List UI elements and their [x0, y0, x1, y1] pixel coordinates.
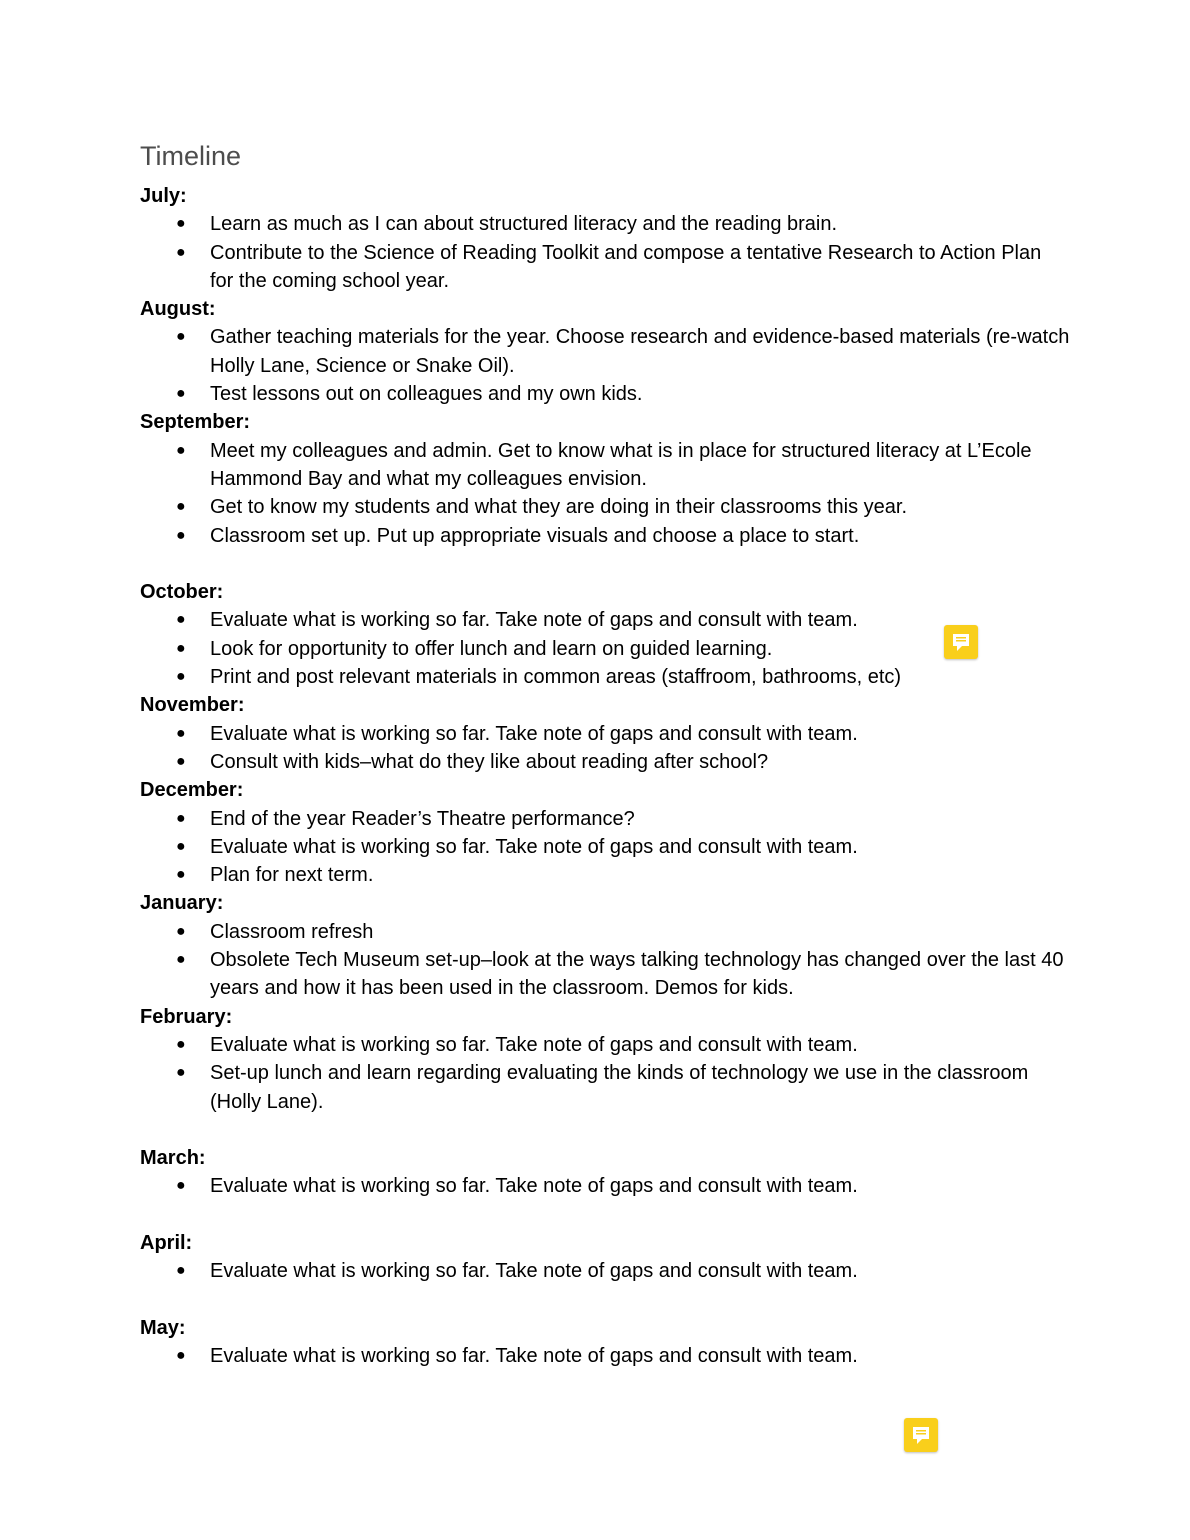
- list-item: [140, 663, 1070, 691]
- list-item: [140, 748, 1070, 776]
- bullet-icon: ●: [176, 215, 186, 233]
- list-item: [140, 1031, 1070, 1059]
- bullet-icon: ●: [176, 441, 186, 459]
- bullet-icon: ●: [176, 809, 186, 827]
- bullet-list: [140, 323, 1070, 408]
- bullet-list: [140, 606, 1070, 691]
- bullet-list: [140, 1172, 1070, 1200]
- bullet-list: [140, 720, 1070, 777]
- bullet-list: [140, 210, 1070, 295]
- list-item-text: Evaluate what is working so far. Take note of gaps and consult with team.: [210, 835, 858, 858]
- month-label: April:: [140, 1231, 193, 1254]
- bullet-list: [140, 1257, 1070, 1285]
- timeline: [140, 182, 1070, 1370]
- month-label: November:: [140, 694, 245, 717]
- bullet-icon: ●: [176, 1262, 186, 1280]
- list-item-text: Set-up lunch and learn regarding evaluating the kinds of technology we use in the classroom (Holly Lane).: [210, 1062, 1029, 1113]
- bullet-icon: ●: [176, 1064, 186, 1082]
- bullet-list: [140, 918, 1070, 1003]
- month-section: [140, 295, 1070, 408]
- month-section: [140, 1003, 1070, 1116]
- list-item-text: Meet my colleagues and admin. Get to know what is in place for structured literacy at L’Ecole Hammond Bay and what my colleagues envision.: [210, 439, 1032, 490]
- list-item-text: Classroom set up. Put up appropriate visuals and choose a place to start.: [210, 524, 860, 547]
- list-item: [140, 1342, 1070, 1370]
- list-item-text: Consult with kids–what do they like about reading after school?: [210, 750, 769, 773]
- month-label: July:: [140, 185, 187, 207]
- bullet-icon: ●: [176, 243, 186, 261]
- list-item: [140, 1257, 1070, 1285]
- list-item: [140, 805, 1070, 833]
- bullet-icon: ●: [176, 1177, 186, 1195]
- comment-icon[interactable]: [904, 1418, 938, 1452]
- list-item-text: Classroom refresh: [210, 920, 374, 943]
- list-item-text: Evaluate what is working so far. Take note of gaps and consult with team.: [210, 609, 858, 632]
- list-item-text: Learn as much as I can about structured literacy and the reading brain.: [210, 213, 838, 236]
- list-item: [140, 239, 1070, 296]
- list-item-text: Gather teaching materials for the year. Choose research and evidence-based materials (re-watch Holly Lane, Science or Snake Oil).: [210, 326, 1070, 377]
- bullet-icon: ●: [176, 668, 186, 686]
- bullet-icon: ●: [176, 639, 186, 657]
- bullet-icon: ●: [176, 724, 186, 742]
- bullet-icon: ●: [176, 611, 186, 629]
- list-item: [140, 861, 1070, 889]
- list-item: [140, 606, 1070, 634]
- month-label: October:: [140, 581, 224, 604]
- list-item: [140, 1059, 1070, 1116]
- bullet-icon: ●: [176, 1035, 186, 1053]
- month-section: [140, 578, 1070, 691]
- list-item-text: Evaluate what is working so far. Take note of gaps and consult with team.: [210, 1260, 858, 1283]
- month-section: [140, 691, 1070, 776]
- document-title: Timeline: [140, 141, 242, 171]
- list-item-text: Evaluate what is working so far. Take note of gaps and consult with team.: [210, 1175, 858, 1198]
- list-item: [140, 720, 1070, 748]
- month-section: [140, 889, 1070, 1002]
- list-item-text: Print and post relevant materials in common areas (staffroom, bathrooms, etc): [210, 666, 902, 689]
- list-item: [140, 635, 1070, 663]
- bullet-icon: ●: [176, 498, 186, 516]
- list-item: [140, 1172, 1070, 1200]
- bullet-list: [140, 1342, 1070, 1370]
- list-item-text: Evaluate what is working so far. Take note of gaps and consult with team.: [210, 722, 858, 745]
- bullet-icon: ●: [176, 1347, 186, 1365]
- bullet-icon: ●: [176, 526, 186, 544]
- bullet-icon: ●: [176, 385, 186, 403]
- bullet-list: [140, 805, 1070, 890]
- bullet-list: [140, 1031, 1070, 1116]
- list-item: [140, 946, 1070, 1003]
- bullet-icon: ●: [176, 866, 186, 884]
- month-label: August:: [140, 298, 216, 321]
- list-item: [140, 493, 1070, 521]
- bullet-list: [140, 437, 1070, 550]
- month-section: [140, 776, 1070, 889]
- list-item-text: End of the year Reader’s Theatre performance?: [210, 807, 635, 830]
- month-section: [140, 408, 1070, 549]
- month-label: May:: [140, 1316, 186, 1339]
- month-section: [140, 1229, 1070, 1286]
- list-item-text: Look for opportunity to offer lunch and learn on guided learning.: [210, 637, 773, 660]
- month-label: December:: [140, 779, 244, 802]
- month-label: September:: [140, 411, 251, 434]
- month-label: February:: [140, 1005, 233, 1028]
- list-item-text: Get to know my students and what they are doing in their classrooms this year.: [210, 496, 908, 519]
- bullet-icon: ●: [176, 328, 186, 346]
- bullet-icon: ●: [176, 752, 186, 770]
- list-item: [140, 210, 1070, 238]
- month-section: [140, 1314, 1070, 1371]
- list-item: [140, 437, 1070, 494]
- list-item: [140, 323, 1070, 380]
- month-label: March:: [140, 1147, 206, 1170]
- month-section: [140, 182, 1070, 295]
- bullet-icon: ●: [176, 837, 186, 855]
- list-item-text: Contribute to the Science of Reading Toolkit and compose a tentative Research to Action Plan for the coming school year.: [210, 241, 1042, 292]
- list-item: [140, 380, 1070, 408]
- list-item-text: Obsolete Tech Museum set-up–look at the ways talking technology has changed over the last 40 years and how it has been used in the classroom. Demos for kids.: [210, 949, 1064, 1000]
- list-item: [140, 918, 1070, 946]
- comment-icon[interactable]: [944, 625, 978, 659]
- list-item-text: Test lessons out on colleagues and my own kids.: [210, 383, 643, 406]
- bullet-icon: ●: [176, 922, 186, 940]
- list-item-text: Evaluate what is working so far. Take note of gaps and consult with team.: [210, 1033, 858, 1056]
- month-section: [140, 1144, 1070, 1201]
- bullet-icon: ●: [176, 951, 186, 969]
- month-label: January:: [140, 892, 224, 915]
- list-item: [140, 833, 1070, 861]
- list-item-text: Evaluate what is working so far. Take note of gaps and consult with team.: [210, 1345, 858, 1368]
- list-item: [140, 522, 1070, 550]
- list-item-text: Plan for next term.: [210, 864, 374, 887]
